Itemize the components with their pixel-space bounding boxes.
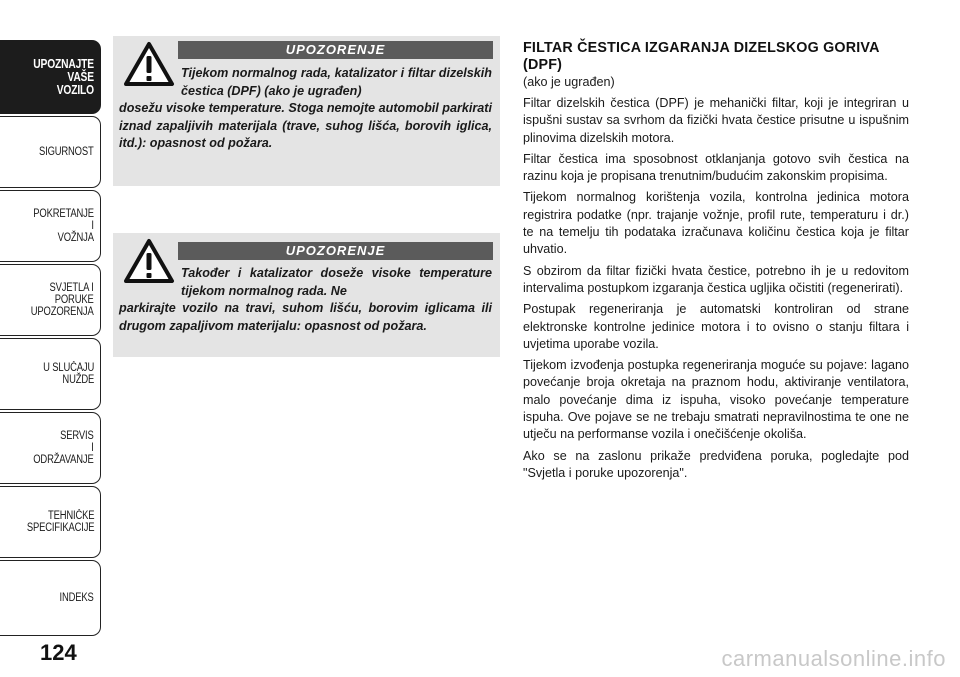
tab-label: SERVIS I ODRŽAVANJE [33, 430, 94, 466]
tab-u-slucaju-nuzde[interactable] [0, 338, 101, 410]
tab-label: U SLUČAJU NUŽDE [43, 362, 94, 386]
article-paragraph: S obzirom da filtar fizički hvata čestice, potrebno ih je u redovitom intervalima postupkom izgaranja čestica ugljika očistiti (regenerirati). [523, 263, 909, 295]
tab-label: SIGURNOST [39, 146, 94, 158]
watermark: carmanualsonline.info [721, 646, 946, 671]
warning-heading: UPOZORENJE [178, 41, 493, 59]
article-paragraph: Filtar čestica ima sposobnost otklanjanja gotovo svih čestica na razinu koja je propisana trenutnim/budućim zakonskim propisima. [523, 151, 909, 184]
tab-label: POKRETANJE I VOŽNJA [33, 208, 94, 244]
article-paragraph: Postupak regeneriranja je automatski kontroliran od strane elektronske kontrolne jedinice motora i to ovisno o stanju filtara i uvjetima uporabe vozila. [523, 302, 909, 351]
warning-text-rest: parkirajte vozilo na travi, suhom lišću, borovim iglicama ili drugom zapaljivom materijalu: opasnost od požara. [119, 301, 492, 333]
article-title: FILTAR ČESTICA IZGARANJA DIZELSKOG GORIVA (DPF) [523, 40, 880, 73]
article-paragraph: Tijekom izvođenja postupka regeneriranja moguće su pojave: lagano povećanje broja okretaja na praznom hodu, aktiviranje ventilatora, malo povećanje dima iz ispuha, visoko povećanje temperature ispuha. Ove pojave se ne trebaju smatrati nepravilnostima te one ne utječu na performanse vozila i onečišćenje okoliša. [523, 358, 909, 442]
tab-label: INDEKS [59, 592, 94, 604]
page-number: 124 [40, 640, 77, 665]
article [523, 40, 909, 486]
tab-sigurnost[interactable] [0, 116, 101, 188]
tab-svjetla-i-poruke[interactable] [0, 264, 101, 336]
tab-tehnicke-specifikacije[interactable] [0, 486, 101, 558]
tab-pokretanje-i-voznja[interactable] [0, 190, 101, 262]
warning-box [113, 36, 500, 186]
tab-label: TEHNIČKE SPECIFIKACIJE [26, 510, 94, 534]
article-paragraph: Filtar dizelskih čestica (DPF) je mehanički filtar, koji je integriran u ispušni sustav sa svrhom da fizički hvata čestice prisutne u ispušnim plinovima dizelskih motora. [523, 96, 909, 145]
warning-text-first: Također i katalizator doseže visoke temperature tijekom normalnog rada. Ne [181, 266, 492, 298]
warning-heading: UPOZORENJE [178, 242, 493, 260]
tab-label: UPOZNAJTE VAŠE VOZILO [33, 56, 94, 97]
tab-indeks[interactable] [0, 560, 101, 636]
warning-box [113, 233, 500, 357]
warning-text [119, 65, 492, 153]
tab-upoznajte-vase-vozilo[interactable] [0, 40, 101, 114]
article-paragraph: Ako se na zaslonu prikaže predviđena poruka, pogledajte pod "Svjetla i poruke upozorenja". [523, 448, 909, 480]
warning-text-rest: dosežu visoke temperature. Stoga nemojte automobil parkirati iznad zapaljivih materijala (trave, suhog lišća, borovih iglica, itd.): opasnost od požara. [119, 101, 493, 150]
article-paragraph: Tijekom normalnog korištenja vozila, kontrolna jedinica motora registrira podatke (npr. trajanje vožnje, profil rute, temperaturu i dr.) te na temelju tih podataka izračunava količinu čestica koja je filtar uhvatio. [523, 190, 909, 257]
tab-label: SVJETLA I PORUKE UPOZORENJA [31, 282, 94, 318]
tab-servis-i-odrzavanje[interactable] [0, 412, 101, 484]
article-subtitle: (ako je ugrađen) [523, 75, 615, 89]
warning-text-first: Tijekom normalnog rada, katalizator i filtar dizelskih čestica (DPF) (ako je ugrađen) [181, 66, 492, 98]
warning-text [119, 265, 492, 335]
